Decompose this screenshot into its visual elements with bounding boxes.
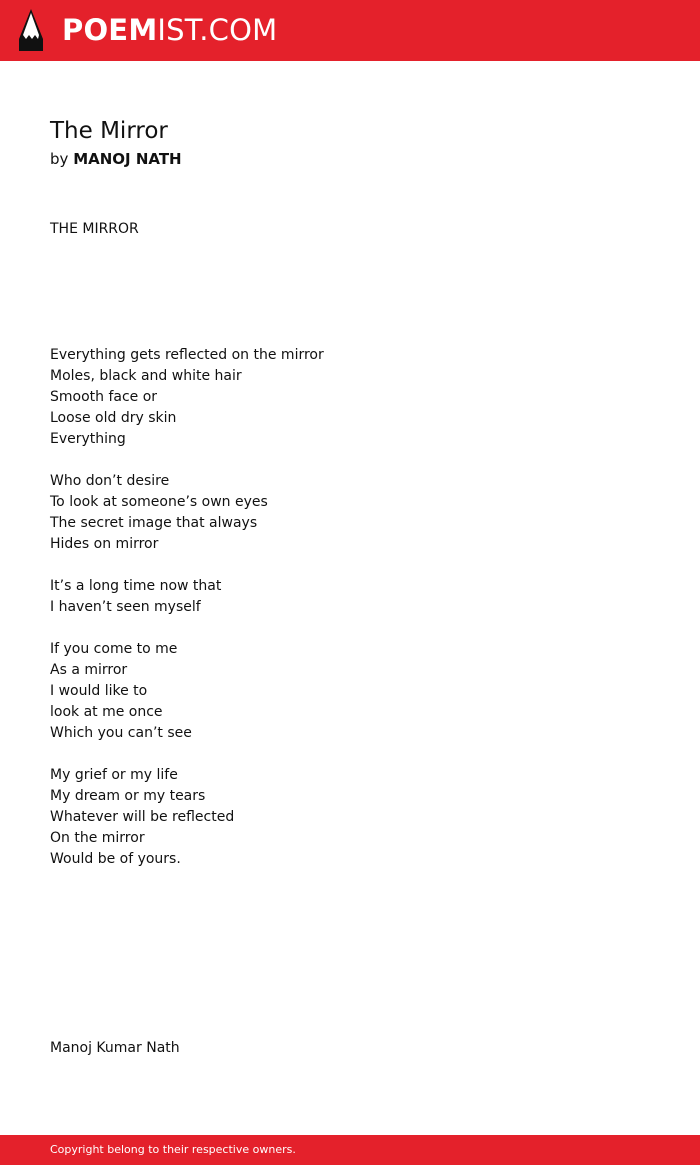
poem-line: Smooth face or bbox=[50, 389, 158, 405]
poem-line: Everything bbox=[50, 431, 126, 447]
site-logo[interactable] bbox=[62, 12, 277, 48]
poem-byline bbox=[50, 148, 182, 170]
logo-bold-text: POEM bbox=[62, 13, 158, 47]
poem-line: The secret image that always bbox=[50, 515, 258, 531]
poem-line: Whatever will be reflected bbox=[50, 809, 235, 825]
site-footer bbox=[0, 1135, 700, 1165]
poem-line: My dream or my tears bbox=[50, 788, 206, 804]
poem-line: Who don’t desire bbox=[50, 473, 170, 489]
poem-line: Hides on mirror bbox=[50, 536, 159, 552]
logo-light-text: IST.COM bbox=[157, 13, 278, 47]
poem-line: To look at someone’s own eyes bbox=[50, 494, 268, 510]
poem-line: I haven’t seen myself bbox=[50, 599, 201, 615]
poem-line: Would be of yours. bbox=[50, 851, 181, 867]
poem-line: On the mirror bbox=[50, 830, 145, 846]
poem-line: look at me once bbox=[50, 704, 163, 720]
poem-line: If you come to me bbox=[50, 641, 178, 657]
site-header bbox=[0, 0, 700, 61]
poem-body bbox=[50, 345, 650, 891]
poem-line: My grief or my life bbox=[50, 767, 178, 783]
poem-line: It’s a long time now that bbox=[50, 578, 222, 594]
poem-title: The Mirror bbox=[50, 118, 168, 144]
poem-line: Moles, black and white hair bbox=[50, 368, 242, 384]
poem-signature: Manoj Kumar Nath bbox=[50, 1040, 180, 1056]
poem-line: Loose old dry skin bbox=[50, 410, 177, 426]
poem-stanza bbox=[50, 765, 650, 870]
poem-stanza bbox=[50, 471, 650, 555]
poem-stanza bbox=[50, 345, 650, 450]
pencil-tip-icon[interactable] bbox=[18, 9, 44, 51]
byline-prefix: by bbox=[50, 150, 69, 168]
poem-line: Which you can’t see bbox=[50, 725, 192, 741]
poem-author: MANOJ NATH bbox=[73, 150, 182, 168]
poem-heading: THE MIRROR bbox=[50, 221, 139, 237]
poem-line: Everything gets reflected on the mirror bbox=[50, 347, 324, 363]
poem-line: As a mirror bbox=[50, 662, 128, 678]
poem-stanza bbox=[50, 576, 650, 618]
poem-stanza bbox=[50, 639, 650, 744]
poem-line: I would like to bbox=[50, 683, 148, 699]
footer-copyright: Copyright belong to their respective owners. bbox=[50, 1143, 296, 1156]
